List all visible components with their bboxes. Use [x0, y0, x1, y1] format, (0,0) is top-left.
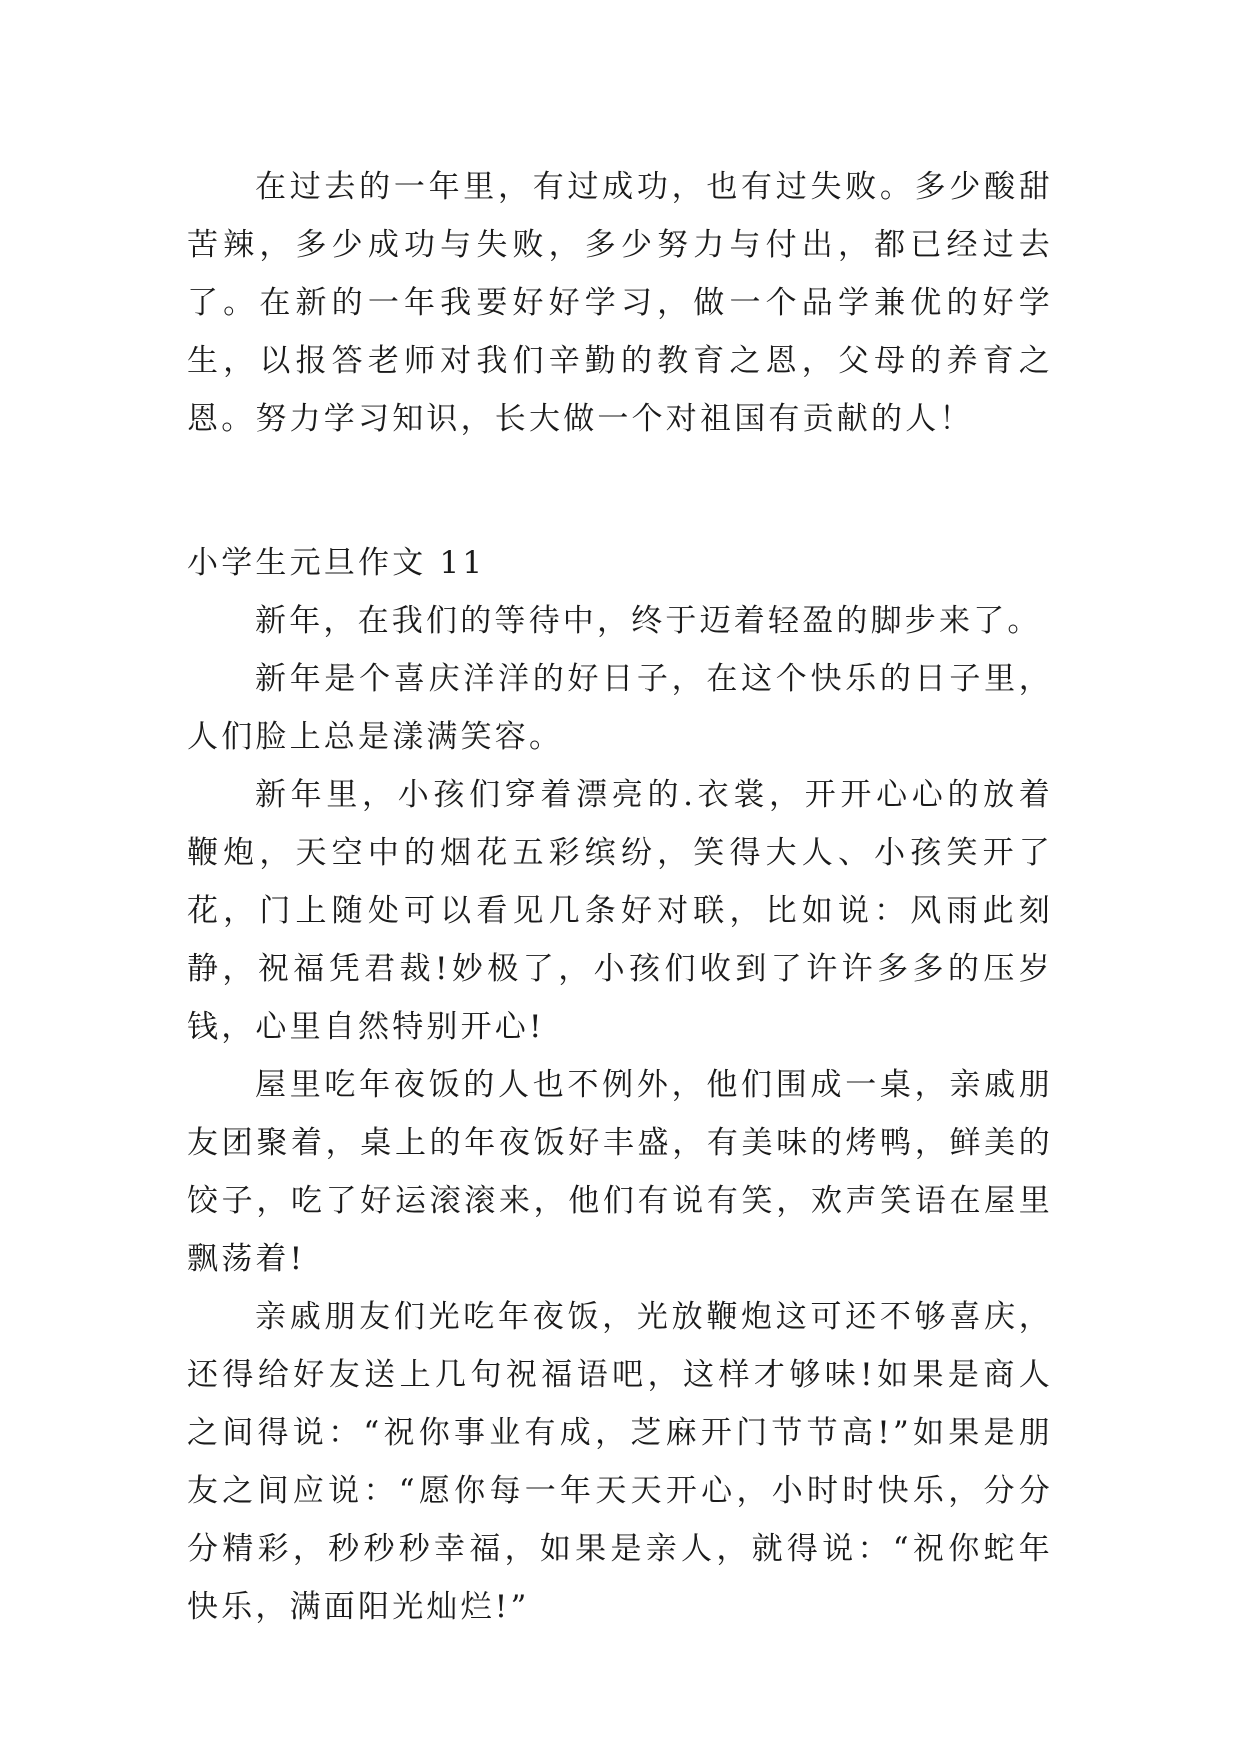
body-paragraph: 新年，在我们的等待中，终于迈着轻盈的脚步来了。 — [255, 603, 1042, 639]
section-title: 小学生元旦作文 11 — [187, 545, 486, 581]
body-paragraph: 新年是个喜庆洋洋的好日子，在这个快乐的日子里，人们脸上总是漾满笑容。 — [187, 661, 1053, 755]
section-spacer — [187, 448, 1053, 534]
intro-paragraph: 在过去的一年里，有过成功，也有过失败。多少酸甜苦辣，多少成功与失败，多少努力与付出，都已经过去了。在新的一年我要好好学习，做一个品学兼优的好学生，以报答老师对我们辛勤的教育之恩，父母的养育之恩。努力学习知识，长大做一个对祖国有贡献的人！ — [187, 169, 1053, 437]
body-paragraph: 亲戚朋友们光吃年夜饭，光放鞭炮这可还不够喜庆，还得给好友送上几句祝福语吧，这样才够味!如果是商人之间得说：“祝你事业有成，芝麻开门节节高!”如果是朋友之间应说：“愿你每一年天天开心，小时时快乐，分分分精彩，秒秒秒幸福，如果是亲人，就得说：“祝你蛇年快乐，满面阳光灿烂!” — [187, 1299, 1053, 1625]
document-page — [187, 158, 1053, 1636]
body-paragraph: 新年里，小孩们穿着漂亮的.衣裳，开开心心的放着鞭炮，天空中的烟花五彩缤纷，笑得大人、小孩笑开了花，门上随处可以看见几条好对联，比如说：风雨此刻静，祝福凭君裁!妙极了，小孩们收到了许许多多的压岁钱，心里自然特别开心! — [187, 777, 1053, 1045]
body-paragraph: 屋里吃年夜饭的人也不例外，他们围成一桌，亲戚朋友团聚着，桌上的年夜饭好丰盛，有美味的烤鸭，鲜美的饺子，吃了好运滚滚来，他们有说有笑，欢声笑语在屋里飘荡着! — [187, 1067, 1053, 1277]
